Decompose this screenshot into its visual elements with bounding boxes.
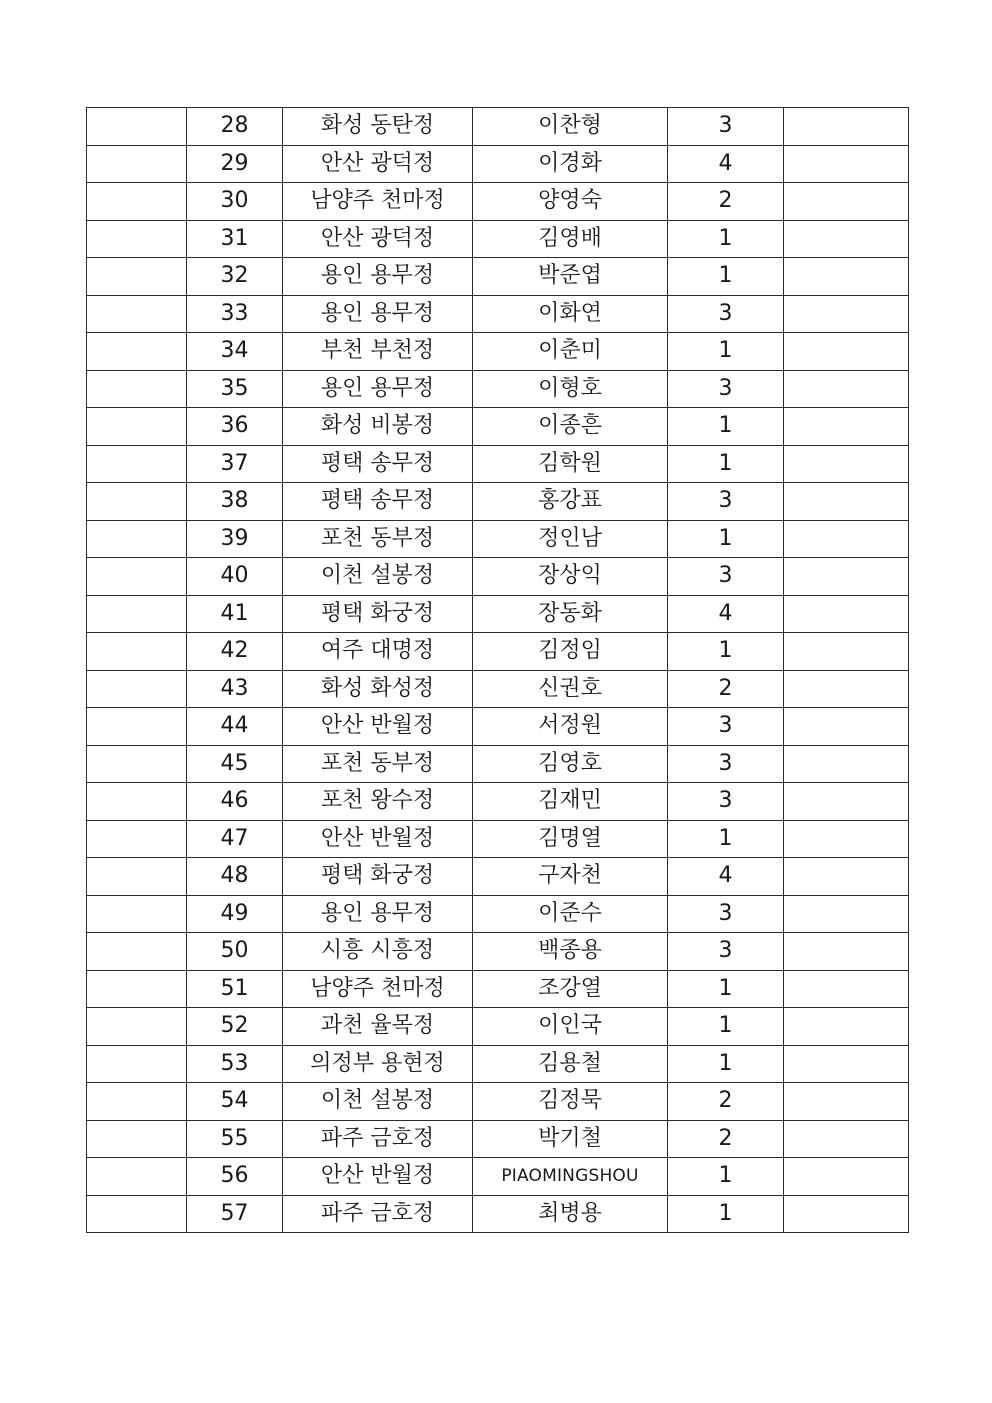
- name-cell: 김재민: [473, 783, 668, 821]
- count-cell: 3: [668, 745, 784, 783]
- row-number-cell: 39: [187, 520, 283, 558]
- count-cell: 1: [668, 520, 784, 558]
- row-number-cell: 51: [187, 970, 283, 1008]
- region-cell: 화성 동탄정: [283, 108, 473, 146]
- count-cell: 3: [668, 483, 784, 521]
- region-cell: 포천 동부정: [283, 520, 473, 558]
- table-row: [87, 408, 909, 446]
- blank-cell-left: [87, 520, 187, 558]
- name-cell: 김학원: [473, 445, 668, 483]
- table-row: [87, 145, 909, 183]
- count-cell: 1: [668, 408, 784, 446]
- blank-cell-right: [784, 970, 909, 1008]
- name-cell: 박기철: [473, 1120, 668, 1158]
- count-cell: 1: [668, 220, 784, 258]
- row-number-cell: 42: [187, 633, 283, 671]
- blank-cell-left: [87, 783, 187, 821]
- blank-cell-left: [87, 820, 187, 858]
- blank-cell-right: [784, 1008, 909, 1046]
- name-cell: 장상익: [473, 558, 668, 596]
- roster-table-body: [87, 108, 909, 1233]
- roster-table: [86, 107, 909, 1233]
- region-cell: 포천 동부정: [283, 745, 473, 783]
- count-cell: 3: [668, 933, 784, 971]
- blank-cell-left: [87, 595, 187, 633]
- count-cell: 3: [668, 370, 784, 408]
- table-row: [87, 220, 909, 258]
- blank-cell-right: [784, 520, 909, 558]
- row-number-cell: 35: [187, 370, 283, 408]
- count-cell: 3: [668, 783, 784, 821]
- blank-cell-left: [87, 408, 187, 446]
- region-cell: 여주 대명정: [283, 633, 473, 671]
- name-cell: 박준엽: [473, 258, 668, 296]
- region-cell: 용인 용무정: [283, 370, 473, 408]
- blank-cell-right: [784, 858, 909, 896]
- table-row: [87, 1008, 909, 1046]
- region-cell: 파주 금호정: [283, 1120, 473, 1158]
- blank-cell-right: [784, 895, 909, 933]
- row-number-cell: 46: [187, 783, 283, 821]
- region-cell: 화성 화성정: [283, 670, 473, 708]
- count-cell: 1: [668, 970, 784, 1008]
- table-row: [87, 258, 909, 296]
- blank-cell-left: [87, 295, 187, 333]
- region-cell: 의정부 용현정: [283, 1045, 473, 1083]
- name-cell: 김명열: [473, 820, 668, 858]
- blank-cell-right: [784, 183, 909, 221]
- blank-cell-left: [87, 558, 187, 596]
- blank-cell-right: [784, 145, 909, 183]
- name-cell: 최병용: [473, 1195, 668, 1233]
- count-cell: 1: [668, 1008, 784, 1046]
- blank-cell-left: [87, 633, 187, 671]
- name-cell: 이인국: [473, 1008, 668, 1046]
- count-cell: 1: [668, 333, 784, 371]
- blank-cell-left: [87, 145, 187, 183]
- blank-cell-right: [784, 1120, 909, 1158]
- blank-cell-left: [87, 1083, 187, 1121]
- row-number-cell: 31: [187, 220, 283, 258]
- blank-cell-right: [784, 1195, 909, 1233]
- row-number-cell: 36: [187, 408, 283, 446]
- blank-cell-left: [87, 1045, 187, 1083]
- count-cell: 3: [668, 108, 784, 146]
- row-number-cell: 43: [187, 670, 283, 708]
- name-cell: 백종용: [473, 933, 668, 971]
- blank-cell-left: [87, 1120, 187, 1158]
- count-cell: 3: [668, 708, 784, 746]
- name-cell: 신권호: [473, 670, 668, 708]
- table-row: [87, 895, 909, 933]
- table-row: [87, 933, 909, 971]
- blank-cell-left: [87, 858, 187, 896]
- blank-cell-left: [87, 708, 187, 746]
- region-cell: 이천 설봉정: [283, 558, 473, 596]
- blank-cell-right: [784, 670, 909, 708]
- name-cell: 정인남: [473, 520, 668, 558]
- row-number-cell: 37: [187, 445, 283, 483]
- table-row: [87, 1158, 909, 1196]
- region-cell: 시흥 시흥정: [283, 933, 473, 971]
- name-cell: 조강열: [473, 970, 668, 1008]
- region-cell: 안산 반월정: [283, 820, 473, 858]
- table-row: [87, 183, 909, 221]
- count-cell: 4: [668, 858, 784, 896]
- blank-cell-left: [87, 933, 187, 971]
- row-number-cell: 33: [187, 295, 283, 333]
- count-cell: 1: [668, 1045, 784, 1083]
- row-number-cell: 56: [187, 1158, 283, 1196]
- row-number-cell: 47: [187, 820, 283, 858]
- row-number-cell: 30: [187, 183, 283, 221]
- count-cell: 4: [668, 595, 784, 633]
- blank-cell-left: [87, 1158, 187, 1196]
- region-cell: 평택 화궁정: [283, 858, 473, 896]
- region-cell: 남양주 천마정: [283, 183, 473, 221]
- table-row: [87, 445, 909, 483]
- row-number-cell: 45: [187, 745, 283, 783]
- row-number-cell: 29: [187, 145, 283, 183]
- blank-cell-right: [784, 295, 909, 333]
- region-cell: 용인 용무정: [283, 895, 473, 933]
- region-cell: 안산 반월정: [283, 708, 473, 746]
- count-cell: 3: [668, 558, 784, 596]
- blank-cell-right: [784, 783, 909, 821]
- row-number-cell: 38: [187, 483, 283, 521]
- name-cell: 서정원: [473, 708, 668, 746]
- name-cell: 김정묵: [473, 1083, 668, 1121]
- blank-cell-right: [784, 445, 909, 483]
- region-cell: 이천 설봉정: [283, 1083, 473, 1121]
- region-cell: 안산 반월정: [283, 1158, 473, 1196]
- count-cell: 4: [668, 145, 784, 183]
- blank-cell-right: [784, 820, 909, 858]
- blank-cell-left: [87, 333, 187, 371]
- blank-cell-left: [87, 370, 187, 408]
- row-number-cell: 52: [187, 1008, 283, 1046]
- name-cell: 홍강표: [473, 483, 668, 521]
- name-cell: 구자천: [473, 858, 668, 896]
- blank-cell-left: [87, 483, 187, 521]
- blank-cell-left: [87, 970, 187, 1008]
- table-row: [87, 1195, 909, 1233]
- name-cell: 이종흔: [473, 408, 668, 446]
- blank-cell-left: [87, 745, 187, 783]
- count-cell: 1: [668, 445, 784, 483]
- blank-cell-left: [87, 670, 187, 708]
- count-cell: 1: [668, 820, 784, 858]
- table-row: [87, 333, 909, 371]
- name-cell: 장동화: [473, 595, 668, 633]
- name-cell: 이준수: [473, 895, 668, 933]
- region-cell: 평택 화궁정: [283, 595, 473, 633]
- blank-cell-right: [784, 483, 909, 521]
- name-cell: PIAOMINGSHOU: [473, 1158, 668, 1196]
- table-row: [87, 108, 909, 146]
- table-row: [87, 483, 909, 521]
- blank-cell-left: [87, 108, 187, 146]
- blank-cell-left: [87, 183, 187, 221]
- table-row: [87, 820, 909, 858]
- count-cell: 1: [668, 1195, 784, 1233]
- name-cell: 이형호: [473, 370, 668, 408]
- name-cell: 양영숙: [473, 183, 668, 221]
- count-cell: 3: [668, 895, 784, 933]
- blank-cell-right: [784, 1083, 909, 1121]
- region-cell: 과천 율목정: [283, 1008, 473, 1046]
- count-cell: 2: [668, 183, 784, 221]
- table-row: [87, 970, 909, 1008]
- table-row: [87, 295, 909, 333]
- row-number-cell: 40: [187, 558, 283, 596]
- count-cell: 1: [668, 258, 784, 296]
- table-row: [87, 1083, 909, 1121]
- row-number-cell: 32: [187, 258, 283, 296]
- count-cell: 3: [668, 295, 784, 333]
- blank-cell-left: [87, 1195, 187, 1233]
- table-row: [87, 858, 909, 896]
- blank-cell-right: [784, 370, 909, 408]
- blank-cell-right: [784, 708, 909, 746]
- row-number-cell: 55: [187, 1120, 283, 1158]
- table-row: [87, 1120, 909, 1158]
- blank-cell-right: [784, 258, 909, 296]
- name-cell: 김용철: [473, 1045, 668, 1083]
- region-cell: 용인 용무정: [283, 258, 473, 296]
- blank-cell-right: [784, 408, 909, 446]
- blank-cell-right: [784, 108, 909, 146]
- region-cell: 평택 송무정: [283, 483, 473, 521]
- blank-cell-left: [87, 220, 187, 258]
- row-number-cell: 34: [187, 333, 283, 371]
- row-number-cell: 57: [187, 1195, 283, 1233]
- region-cell: 안산 광덕정: [283, 220, 473, 258]
- region-cell: 안산 광덕정: [283, 145, 473, 183]
- blank-cell-right: [784, 933, 909, 971]
- row-number-cell: 50: [187, 933, 283, 971]
- row-number-cell: 53: [187, 1045, 283, 1083]
- table-row: [87, 745, 909, 783]
- blank-cell-left: [87, 895, 187, 933]
- blank-cell-right: [784, 333, 909, 371]
- table-row: [87, 708, 909, 746]
- row-number-cell: 54: [187, 1083, 283, 1121]
- blank-cell-right: [784, 1158, 909, 1196]
- row-number-cell: 49: [187, 895, 283, 933]
- count-cell: 2: [668, 670, 784, 708]
- blank-cell-right: [784, 595, 909, 633]
- blank-cell-right: [784, 633, 909, 671]
- name-cell: 이화연: [473, 295, 668, 333]
- name-cell: 김영호: [473, 745, 668, 783]
- table-row: [87, 633, 909, 671]
- blank-cell-right: [784, 220, 909, 258]
- region-cell: 포천 왕수정: [283, 783, 473, 821]
- region-cell: 평택 송무정: [283, 445, 473, 483]
- name-cell: 김정임: [473, 633, 668, 671]
- table-row: [87, 1045, 909, 1083]
- name-cell: 이춘미: [473, 333, 668, 371]
- row-number-cell: 41: [187, 595, 283, 633]
- count-cell: 1: [668, 1158, 784, 1196]
- count-cell: 2: [668, 1120, 784, 1158]
- table-row: [87, 520, 909, 558]
- table-row: [87, 670, 909, 708]
- count-cell: 1: [668, 633, 784, 671]
- table-row: [87, 370, 909, 408]
- blank-cell-left: [87, 1008, 187, 1046]
- blank-cell-left: [87, 258, 187, 296]
- row-number-cell: 44: [187, 708, 283, 746]
- table-row: [87, 595, 909, 633]
- region-cell: 파주 금호정: [283, 1195, 473, 1233]
- blank-cell-right: [784, 558, 909, 596]
- name-cell: 이경화: [473, 145, 668, 183]
- table-row: [87, 558, 909, 596]
- count-cell: 2: [668, 1083, 784, 1121]
- blank-cell-left: [87, 445, 187, 483]
- region-cell: 부천 부천정: [283, 333, 473, 371]
- region-cell: 남양주 천마정: [283, 970, 473, 1008]
- region-cell: 화성 비봉정: [283, 408, 473, 446]
- name-cell: 김영배: [473, 220, 668, 258]
- blank-cell-right: [784, 1045, 909, 1083]
- blank-cell-right: [784, 745, 909, 783]
- row-number-cell: 48: [187, 858, 283, 896]
- row-number-cell: 28: [187, 108, 283, 146]
- region-cell: 용인 용무정: [283, 295, 473, 333]
- table-row: [87, 783, 909, 821]
- name-cell: 이찬형: [473, 108, 668, 146]
